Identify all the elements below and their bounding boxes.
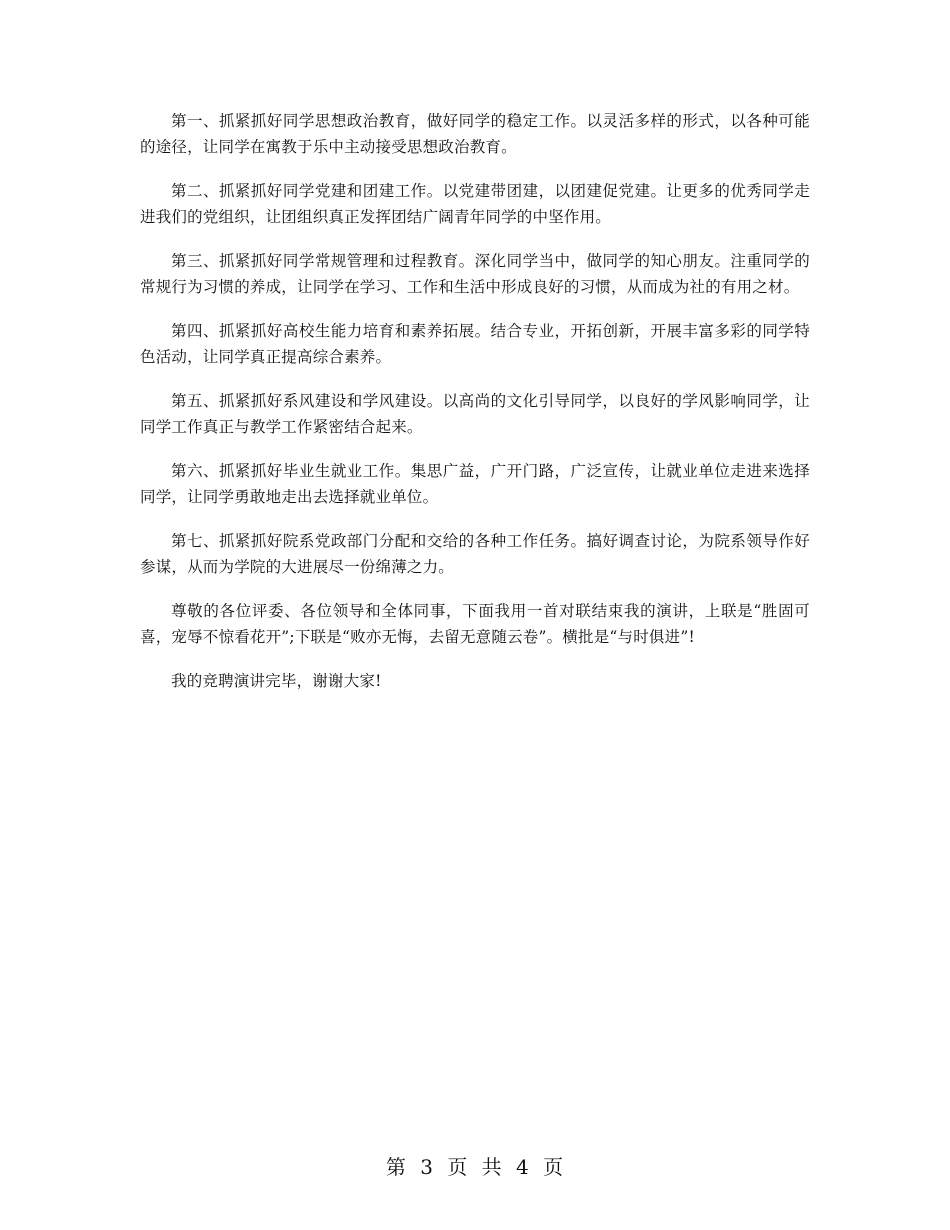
footer-suffix: 页	[543, 1155, 565, 1179]
paragraph-5: 第五、抓紧抓好系风建设和学风建设。以高尚的文化引导同学，以良好的学风影响同学，让同学工作真正与教学工作紧密结合起来。	[140, 392, 810, 436]
footer-prefix: 第	[385, 1155, 407, 1179]
footer-total-pages: 4	[516, 1155, 530, 1179]
paragraph-2: 第二、抓紧抓好同学党建和团建工作。以党建带团建，以团建促党建。让更多的优秀同学走进我们的党组织，让团组织真正发挥团结广阔青年同学的中坚作用。	[140, 182, 810, 226]
paragraph-4: 第四、抓紧抓好高校生能力培育和素养拓展。结合专业，开拓创新，开展丰富多彩的同学特色活动，让同学真正提高综合素养。	[140, 322, 810, 366]
footer-total-word: 共	[481, 1155, 503, 1179]
footer-current-page: 3	[420, 1155, 434, 1179]
paragraph-1: 第一、抓紧抓好同学思想政治教育，做好同学的稳定工作。以灵活多样的形式，以各种可能的途径，让同学在寓教于乐中主动接受思想政治教育。	[140, 112, 810, 156]
document-body	[140, 108, 810, 712]
page-footer	[0, 1151, 950, 1180]
paragraph-7: 第七、抓紧抓好院系党政部门分配和交给的各种工作任务。搞好调查讨论，为院系领导作好参谋，从而为学院的大进展尽一份绵薄之力。	[140, 532, 810, 576]
paragraph-8: 尊敬的各位评委、各位领导和全体同事，下面我用一首对联结束我的演讲，上联是“胜固可喜，宠辱不惊看花开”;下联是“败亦无悔，去留无意随云卷”。横批是“与时俱进”!	[140, 602, 810, 646]
footer-page-word: 页	[447, 1155, 469, 1179]
paragraph-6: 第六、抓紧抓好毕业生就业工作。集思广益，广开门路，广泛宣传，让就业单位走进来选择同学，让同学勇敢地走出去选择就业单位。	[140, 462, 810, 506]
paragraph-9: 我的竞聘演讲完毕，谢谢大家!	[171, 672, 382, 690]
paragraph-3: 第三、抓紧抓好同学常规管理和过程教育。深化同学当中，做同学的知心朋友。注重同学的常规行为习惯的养成，让同学在学习、工作和生活中形成良好的习惯，从而成为社的有用之材。	[140, 252, 810, 296]
